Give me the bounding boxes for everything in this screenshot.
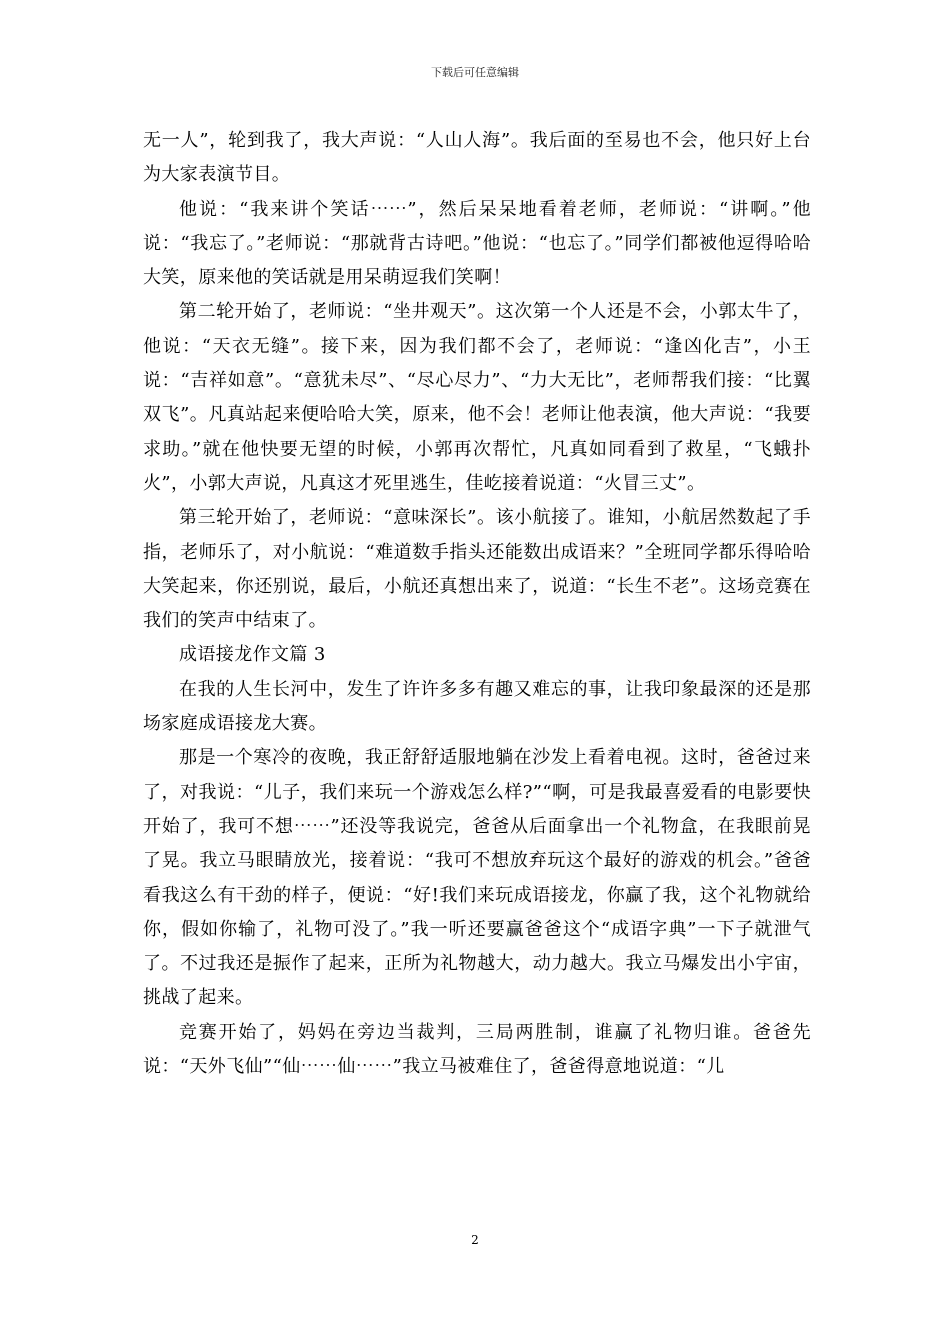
paragraph: 在我的人生长河中，发生了许许多多有趣又难忘的事，让我印象最深的还是那场家庭成语接龙大赛。 (143, 678, 811, 735)
paragraph: 第三轮开始了，老师说：“意味深长”。该小航接了。谁知，小航居然数起了手指，老师乐了，对小航说：“难道数手指头还能数出成语来？”全班同学都乐得哈哈大笑起来，你还别说，最后，小航还真想出来了，说道：“长生不老”。这场竞赛在我们的笑声中结束了。 (143, 507, 811, 632)
paragraph: 无一人”，轮到我了，我大声说：“人山人海”。我后面的至易也不会，他只好上台为大家表演节目。 (143, 130, 811, 186)
page-number: 2 (471, 1233, 479, 1247)
paragraph: 竞赛开始了，妈妈在旁边当裁判，三局两胜制，谁赢了礼物归谁。爸爸先说：“天外飞仙”“仙⋯⋯仙⋯⋯”我立马被难住了，爸爸得意地说道：“儿 (143, 1021, 811, 1078)
page-header: 下载后可任意编辑 (431, 66, 519, 79)
paragraph: 他说：“我来讲个笑话⋯⋯”，然后呆呆地看着老师，老师说：“讲啊。”他说：“我忘了。”老师说：“那就背古诗吧。”他说：“也忘了。”同学们都被他逗得哈哈大笑，原来他的笑话就是用呆萌逗我们笑啊！ (143, 198, 811, 289)
section-heading: 成语接龙作文篇 3 (179, 644, 326, 666)
document-body (143, 124, 811, 1084)
paragraph: 那是一个寒冷的夜晚，我正舒舒适服地躺在沙发上看着电视。这时，爸爸过来了，对我说：“儿子，我们来玩一个游戏怎么样?”“啊，可是我最喜爱看的电影要快开始了，我可不想⋯⋯”还没等我说完，爸爸从后面拿出一个礼物盒，在我眼前晃了晃。我立马眼睛放光，接着说：“我可不想放弃玩这个最好的游戏的机会。”爸爸看我这么有干劲的样子，便说：“好!我们来玩成语接龙，你赢了我，这个礼物就给你，假如你输了，礼物可没了。”我一听还要赢爸爸这个“成语字典”一下子就泄气了。不过我还是振作了起来，正所为礼物越大，动力越大。我立马爆发出小宇宙，挑战了起来。 (143, 747, 811, 1009)
paragraph: 第二轮开始了，老师说：“坐井观天”。这次第一个人还是不会，小郭太牛了，他说：“天衣无缝”。接下来，因为我们都不会了，老师说：“逢凶化吉”，小王说：“吉祥如意”。“意犹未尽”、“尽心尽力”、“力大无比”，老师帮我们接：“比翼双飞”。凡真站起来便哈哈大笑，原来，他不会！老师让他表演，他大声说：“我要求助。”就在他快要无望的时候，小郭再次帮忙，凡真如同看到了救星，“飞蛾扑火”，小郭大声说，凡真这才死里逃生，佳屹接着说道：“火冒三丈”。 (143, 301, 811, 494)
